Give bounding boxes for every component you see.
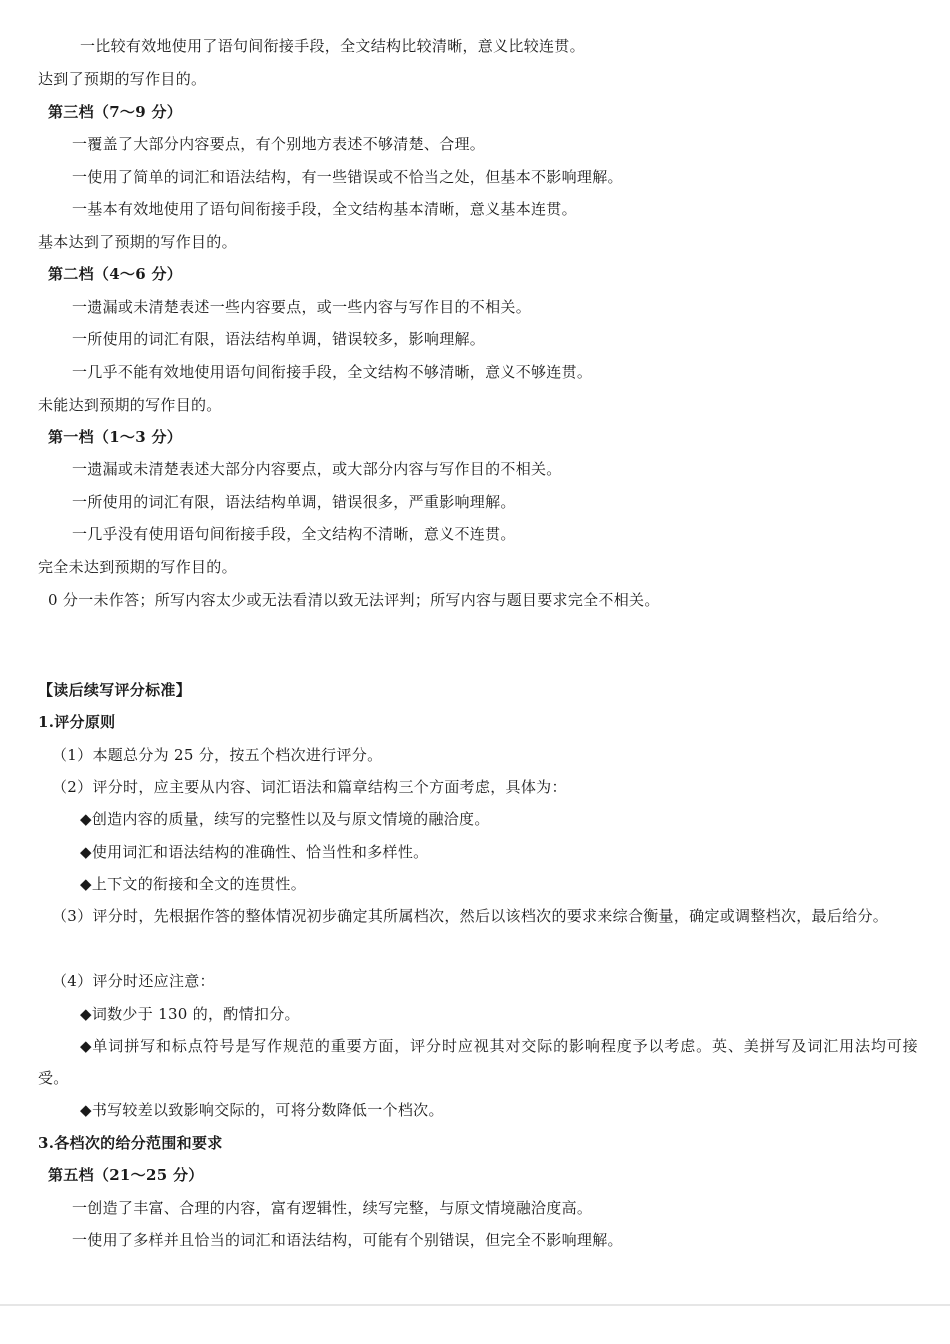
level2-summary: 未能达到预期的写作目的。 [38, 396, 222, 414]
level2-title: 第二档（4～6 分） [48, 265, 183, 283]
levels-title: 3.各档次的给分范围和要求 [38, 1134, 223, 1152]
section-heading: 【读后续写评分标准】 [38, 681, 192, 699]
level2-item-content: 一遗漏或未清楚表述一些内容要点，或一些内容与写作目的不相关。 [72, 298, 532, 316]
level2-item-coherence: 一几乎不能有效地使用语句间衔接手段，全文结构不够清晰，意义不够连贯。 [72, 363, 593, 381]
principle-4-bullet-handwriting: ◆书写较差以致影响交际的，可将分数降低一个档次。 [80, 1101, 444, 1119]
principle-2-bullet-coherence: ◆上下文的衔接和全文的连贯性。 [80, 875, 307, 893]
level1-summary: 完全未达到预期的写作目的。 [38, 558, 237, 576]
principle-4-bullet-spelling: ◆单词拼写和标点符号是写作规范的重要方面，评分时应视其对交际的影响程度予以考虑。英、美拼写及词汇用法均可接受。 [38, 1037, 918, 1087]
level1-item-grammar: 一所使用的词汇有限，语法结构单调，错误很多，严重影响理解。 [72, 493, 516, 511]
level3-item-grammar: 一使用了简单的词汇和语法结构，有一些错误或不恰当之处，但基本不影响理解。 [72, 168, 623, 186]
level3-summary: 基本达到了预期的写作目的。 [38, 233, 237, 251]
level3-title: 第三档（7～9 分） [48, 103, 183, 121]
level1-title: 第一档（1～3 分） [48, 428, 183, 446]
level5-title: 第五档（21～25 分） [48, 1166, 204, 1184]
principle-2-bullet-content: ◆创造内容的质量，续写的完整性以及与原文情境的融洽度。 [80, 810, 490, 828]
level1-item-content: 一遗漏或未清楚表述大部分内容要点，或大部分内容与写作目的不相关。 [72, 460, 562, 478]
principle-4: （4）评分时还应注意： [52, 972, 215, 990]
principle-2: （2）评分时，应主要从内容、词汇语法和篇章结构三个方面考虑，具体为： [52, 778, 567, 796]
page-bottom-edge [0, 1304, 950, 1306]
principle-2-bullet-language: ◆使用词汇和语法结构的准确性、恰当性和多样性。 [80, 843, 429, 861]
principle-4-bullet-word-count: ◆词数少于 130 的，酌情扣分。 [80, 1005, 300, 1023]
level2-item-grammar: 一所使用的词汇有限，语法结构单调，错误较多，影响理解。 [72, 330, 486, 348]
level3-item-coherence: 一基本有效地使用了语句间衔接手段，全文结构基本清晰，意义基本连贯。 [72, 200, 577, 218]
principles-title: 1.评分原则 [38, 713, 116, 731]
level1-item-coherence: 一几乎没有使用语句间衔接手段，全文结构不清晰，意义不连贯。 [72, 525, 516, 543]
level5-item-content: 一创造了丰富、合理的内容，富有逻辑性，续写完整，与原文情境融洽度高。 [72, 1199, 593, 1217]
level4-summary: 达到了预期的写作目的。 [38, 70, 207, 88]
level5-item-language: 一使用了多样并且恰当的词汇和语法结构，可能有个别错误，但完全不影响理解。 [72, 1231, 623, 1249]
zero-score-rule: 0 分一未作答；所写内容太少或无法看清以致无法评判；所写内容与题目要求完全不相关。 [48, 591, 660, 609]
level4-item-coherence: 一比较有效地使用了语句间衔接手段，全文结构比较清晰，意义比较连贯。 [80, 37, 585, 55]
level3-item-content: 一覆盖了大部分内容要点，有个别地方表述不够清楚、合理。 [72, 135, 486, 153]
principle-3: （3）评分时，先根据作答的整体情况初步确定其所属档次，然后以该档次的要求来综合衡量，确定或调整档次，最后给分。 [52, 907, 889, 925]
principle-1: （1）本题总分为 25 分，按五个档次进行评分。 [52, 746, 383, 764]
